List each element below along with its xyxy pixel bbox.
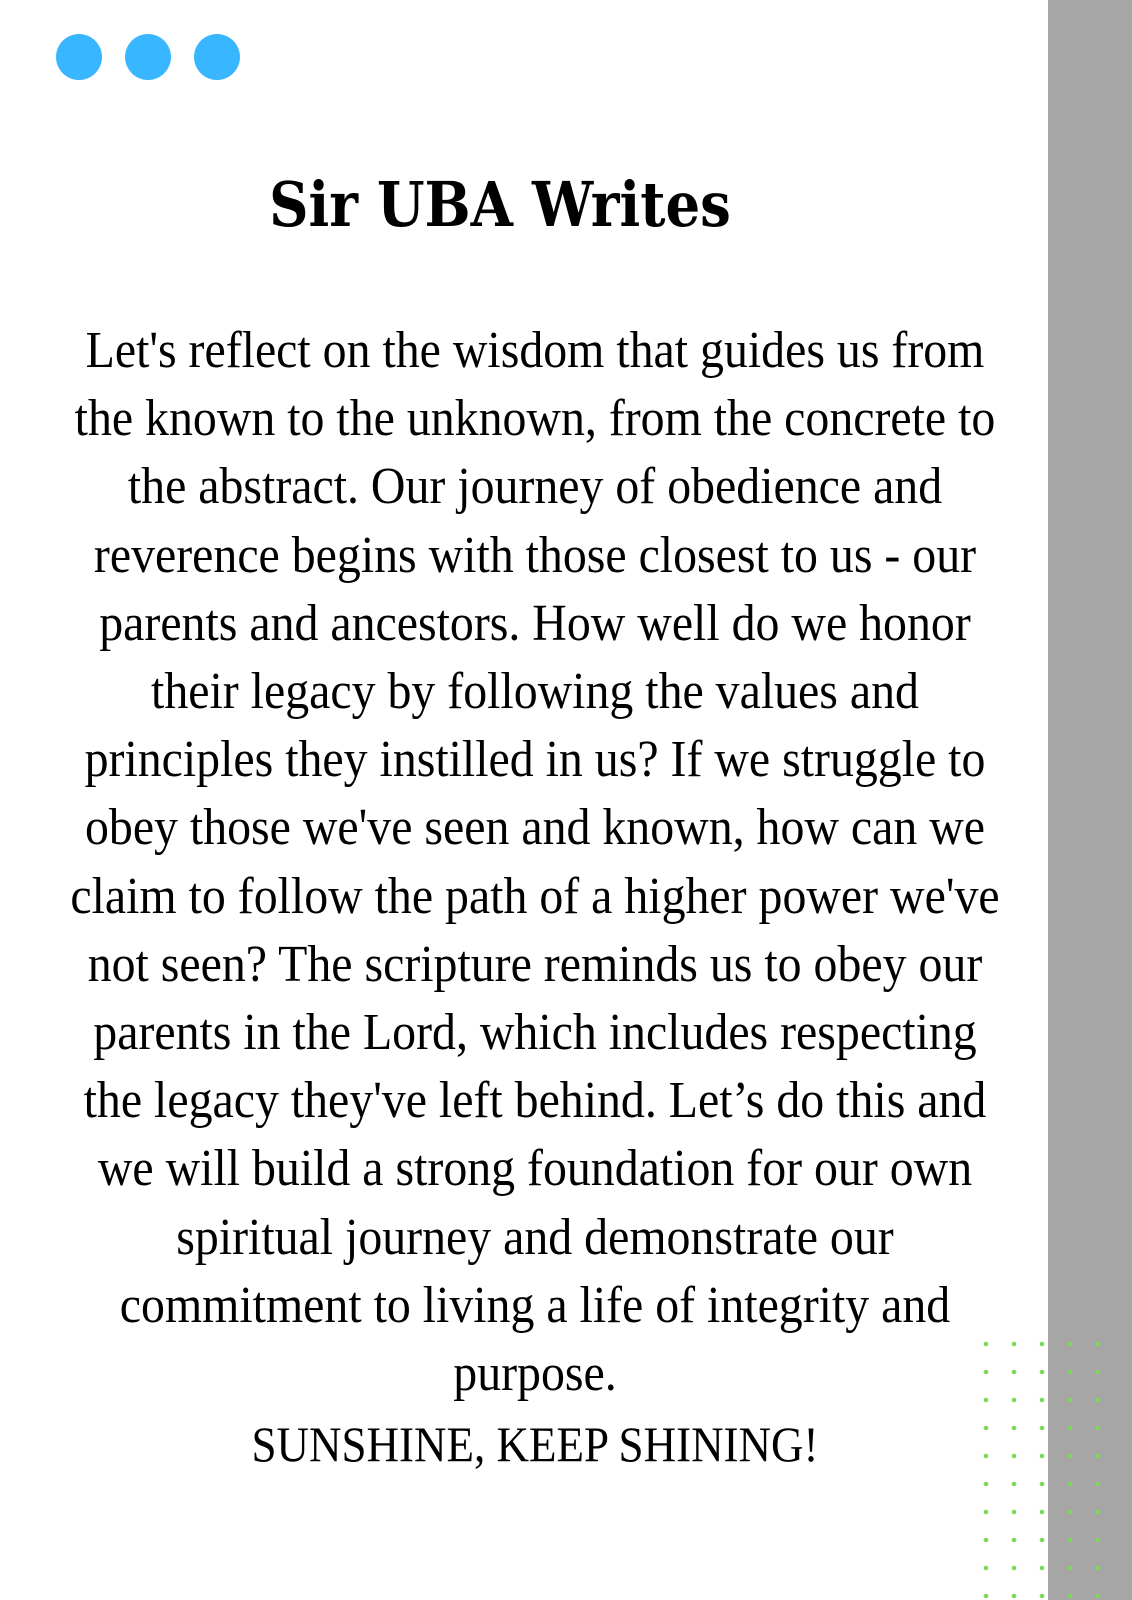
blue-dot <box>125 34 171 80</box>
decorative-dots <box>56 34 240 80</box>
body-paragraph: Let's reflect on the wisdom that guides us from the known to the unknown, from the concrete to the abstract. Our journey of obedience and reverence begins with those closest to us - our parents and ancestors. How well do we honor their legacy by following the values and principles they instilled in us? If we struggle to obey those we've seen and known, how can we claim to follow the path of a higher power we've not seen? The scripture reminds us to obey our parents in the Lord, which includes respecting the legacy they've left behind. Let’s do this and we will build a strong foundation for our own spiritual journey and demonstrate our commitment to living a life of integrity and purpose. <box>70 322 1000 1403</box>
blue-dot <box>56 34 102 80</box>
closing-line: SUNSHINE, KEEP SHINING! <box>251 1416 819 1472</box>
blue-dot <box>194 34 240 80</box>
page-title: Sir UBA Writes <box>269 168 731 241</box>
